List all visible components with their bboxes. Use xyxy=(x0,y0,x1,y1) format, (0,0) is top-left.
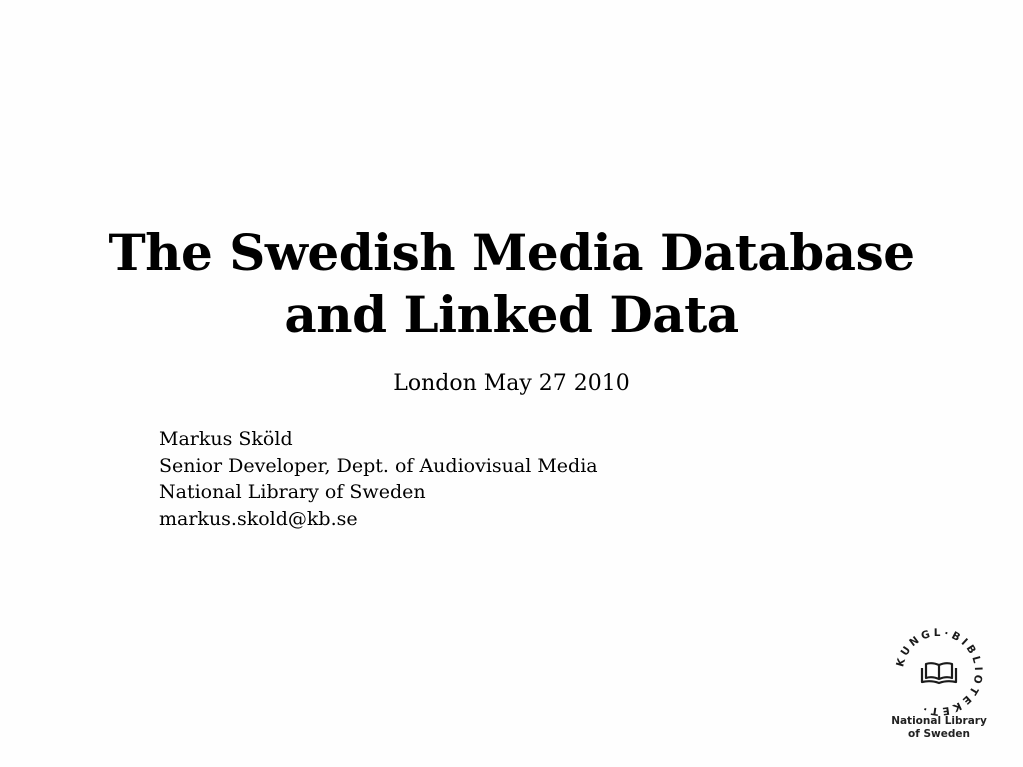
author-email: markus.skold@kb.se xyxy=(159,507,358,530)
logo-caption xyxy=(870,715,1008,740)
kb-seal-icon xyxy=(884,626,994,716)
author-name: Markus Sköld xyxy=(159,428,293,450)
author-organization: National Library of Sweden xyxy=(159,481,426,503)
author-role: Senior Developer, Dept. of Audiovisual Media xyxy=(159,454,598,477)
presentation-date: London May 27 2010 xyxy=(393,371,630,396)
logo-caption-line-2: of Sweden xyxy=(908,727,970,740)
slide-title xyxy=(0,222,1023,346)
author-block xyxy=(159,426,598,532)
logo-caption-line-1: National Library xyxy=(891,715,987,727)
title-line-1: The Swedish Media Database xyxy=(108,223,915,282)
title-line-2: and Linked Data xyxy=(284,285,739,344)
svg-text:KUNGL·BIBLIOTEKET·: KUNGL·BIBLIOTEKET· xyxy=(894,626,985,716)
